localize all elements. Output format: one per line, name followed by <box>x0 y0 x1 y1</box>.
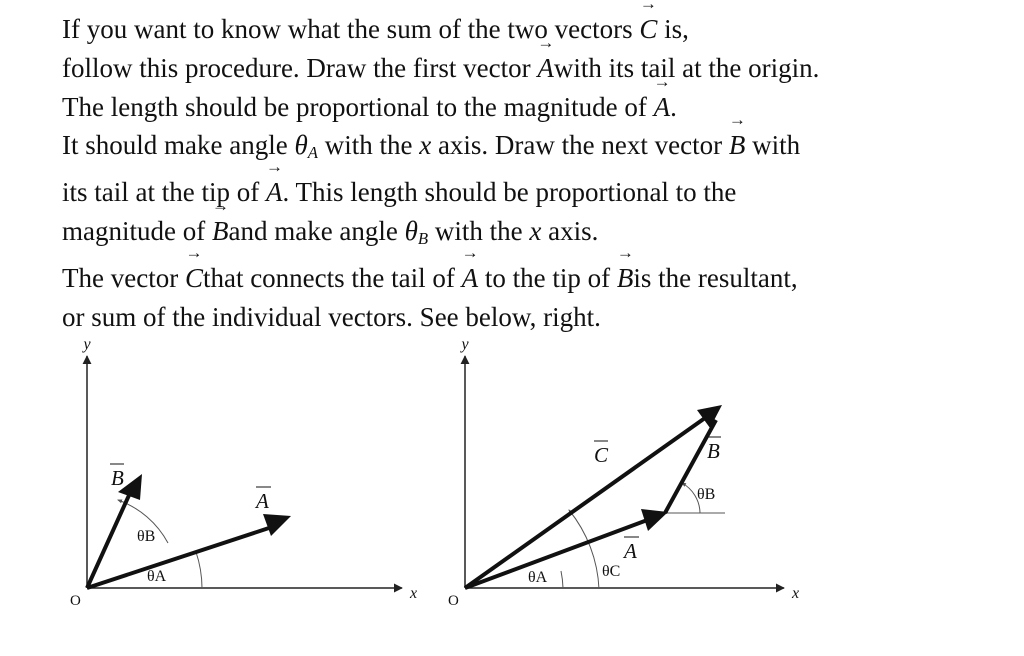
theta-symbol: θ <box>294 130 308 161</box>
text-run: The length should be proportional to the magnitude of <box>62 91 654 122</box>
left-origin-label: O <box>70 593 81 609</box>
text-run: The vector <box>62 263 185 294</box>
text-line-8 <box>62 298 1002 337</box>
vector-a-symbol: → A <box>654 88 671 127</box>
x-symbol: x <box>419 130 432 161</box>
theta-subscript: B <box>417 229 429 249</box>
right-theta-a-arc <box>561 571 563 588</box>
left-diagram <box>70 336 417 609</box>
right-vector-c-label: C <box>594 443 609 467</box>
text-line-2 <box>62 49 1002 88</box>
text-run: to the tip of <box>478 263 617 294</box>
right-x-axis-label: x <box>792 585 800 602</box>
right-vector-c-arrowhead <box>697 405 722 428</box>
text-run: magnitude of <box>62 216 212 247</box>
explanation-paragraph <box>62 10 1002 337</box>
left-vector-b-label: B <box>111 466 124 490</box>
right-vector-b-label: B <box>707 439 720 463</box>
text-run: . This length should be proportional to the <box>282 177 737 208</box>
text-line-1 <box>62 10 1002 49</box>
right-theta-c-label: θC <box>602 563 621 580</box>
vector-a-symbol: → A <box>462 259 479 298</box>
text-run: axis. <box>541 216 599 247</box>
right-origin-label: O <box>448 593 459 609</box>
text-line-3 <box>62 88 1002 127</box>
left-theta-b-label: θB <box>137 528 156 545</box>
text-run: If you want to know what the sum of the two vectors <box>62 14 640 44</box>
right-theta-b-label: θB <box>697 486 716 503</box>
text-run: . <box>670 91 677 122</box>
text-run: with the <box>428 216 530 247</box>
x-symbol: x <box>529 216 542 247</box>
text-run: with <box>745 130 801 161</box>
vector-b-symbol: → B <box>729 126 746 165</box>
vector-b-symbol: → B <box>212 212 229 251</box>
left-theta-a-arc <box>196 552 202 588</box>
right-diagram <box>448 336 799 609</box>
text-line-6 <box>62 212 1002 259</box>
left-vector-a-arrowhead <box>263 514 291 536</box>
vector-b-symbol: → B <box>617 259 634 298</box>
text-run: and make angle <box>228 216 405 247</box>
left-theta-a-label: θA <box>147 568 167 585</box>
text-run: axis. Draw the next vector <box>431 130 729 161</box>
text-run: follow this procedure. Draw the first vector <box>62 52 538 83</box>
text-line-4 <box>62 126 1002 173</box>
vector-a-symbol: → A <box>266 173 283 212</box>
text-run: is the resultant, <box>633 263 798 294</box>
text-run: or sum of the individual vectors. See below, right. <box>62 301 601 332</box>
text-run: its tail at the tip of <box>62 177 266 208</box>
vector-diagrams <box>0 332 1024 652</box>
right-vector-a-label: A <box>624 539 637 563</box>
right-y-axis-label: y <box>461 336 469 353</box>
text-run: with the <box>317 130 420 161</box>
left-y-axis-label: y <box>83 336 91 353</box>
text-run: is, <box>657 14 689 44</box>
text-line-7 <box>62 259 1002 298</box>
text-run: with its tail at the origin. <box>553 52 820 83</box>
text-run: that connects the tail of <box>202 263 462 294</box>
theta-subscript: A <box>307 143 318 163</box>
right-theta-a-label: θA <box>528 569 548 586</box>
left-vector-a-shaft <box>87 527 272 588</box>
left-x-axis-label: x <box>410 585 418 602</box>
theta-symbol: θ <box>404 216 418 247</box>
vector-c-symbol: → C <box>185 259 203 298</box>
text-line-5 <box>62 173 1002 212</box>
right-vector-a-shaft <box>465 519 650 588</box>
text-run: It should make angle <box>62 130 295 161</box>
left-vector-b-shaft <box>87 493 130 588</box>
vector-a-symbol: → A <box>537 49 554 88</box>
left-vector-a-label: A <box>256 489 269 513</box>
vector-c-symbol: → C <box>639 10 657 49</box>
